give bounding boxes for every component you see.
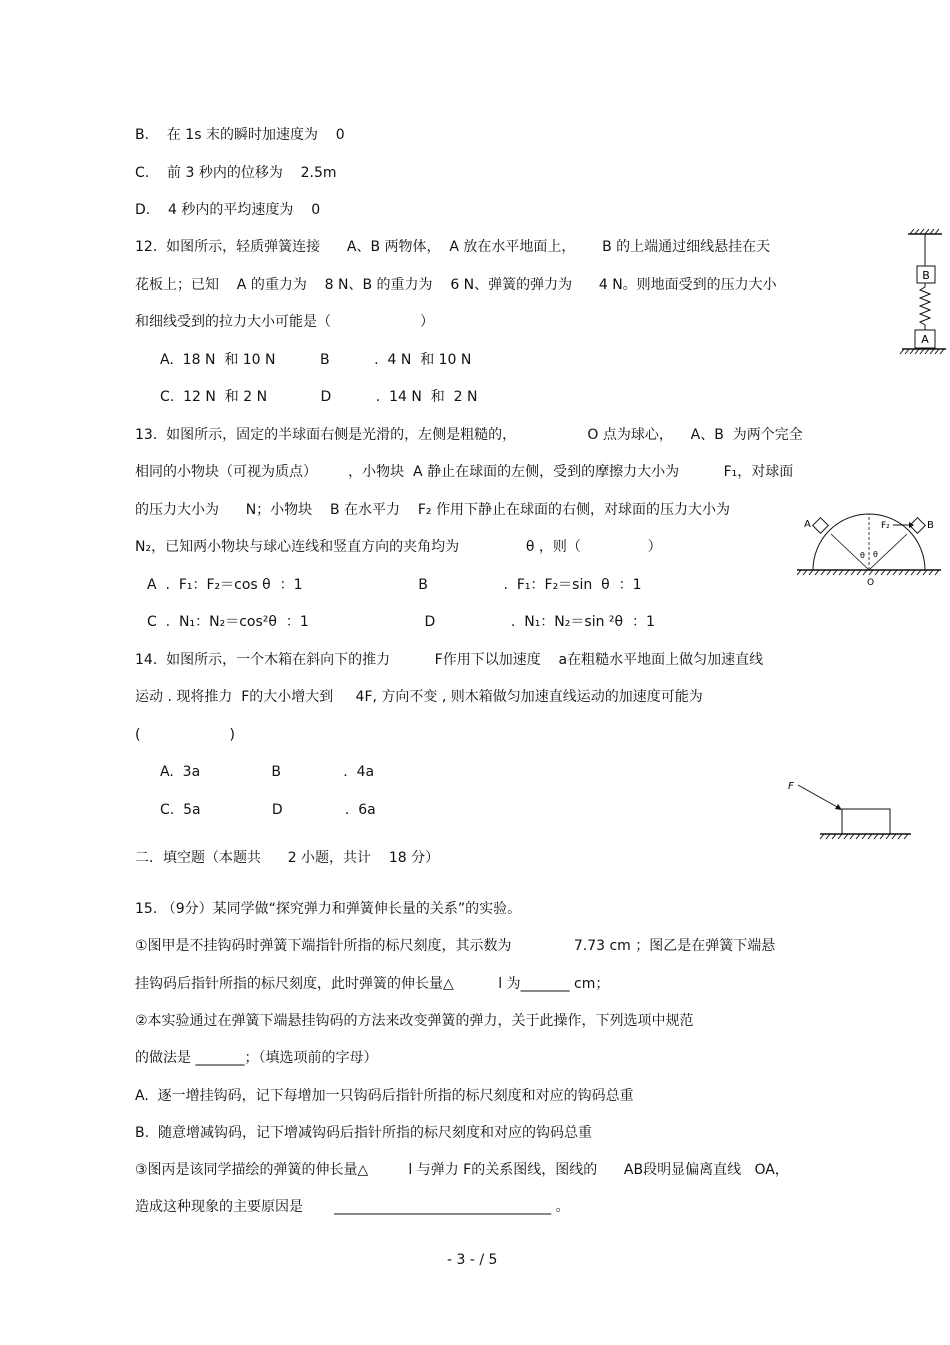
q14-line-3: ( ) <box>135 727 235 743</box>
q14-line-1: 14. 如图所示，一个木箱在斜向下的推力 F作用下以加速度 a在粗糙水平地面上做匀加速直线 <box>135 652 764 668</box>
q12-spring-figure <box>898 228 948 358</box>
page-number: - 3 - / 5 <box>447 1252 498 1268</box>
q15-line-5: 的做法是 _______；（填选项前的字母） <box>135 1050 378 1066</box>
q11-option-b: B. 在 1s 末的瞬时加速度为 0 <box>135 127 345 143</box>
q14-option-cd: C. 5a D . 6a <box>160 802 376 818</box>
center-o-label: O <box>867 578 875 588</box>
q15-line-4: ②本实验通过在弹簧下端悬挂钩码的方法来改变弹簧的弹力，关于此操作，下列选项中规范 <box>135 1013 694 1029</box>
q15-line-1: 15. （9分）某同学做“探究弹力和弹簧伸长量的关系”的实验。 <box>135 901 522 917</box>
q13-line-3: 的压力大小为 N；小物块 B 在水平力 F₂ 作用下静止在球面的右侧，对球面的压力大小为 <box>135 502 730 518</box>
force-f2-label: F₂ <box>881 521 890 531</box>
q12-line-1: 12. 如图所示，轻质弹簧连接 A、B 两物体， A 放在水平地面上， B 的上端通过细线悬挂在天 <box>135 239 771 255</box>
q15-line-2: ①图甲是不挂钩码时弹簧下端指针所指的标尺刻度，其示数为 7.73 cm ；图乙是在弹簧下端悬 <box>135 938 776 954</box>
q12-line-3: 和细线受到的拉力大小可能是（ ） <box>135 314 435 330</box>
section-2-heading: 二．填空题（本题共 2 小题，共计 18 分） <box>135 850 440 866</box>
object-a-label: A <box>804 519 811 530</box>
angle-left-label: θ <box>860 551 865 560</box>
q14-line-2: 运动 . 现将推力 F的大小增大到 4F, 方向不变 , 则木箱做匀加速直线运动的加速度可能为 <box>135 689 703 705</box>
q11-option-c: C. 前 3 秒内的位移为 2.5m <box>135 165 337 181</box>
q11-option-d: D. 4 秒内的平均速度为 0 <box>135 202 321 218</box>
q13-option-ab: A . F₁：F₂＝cos θ ：1 B . F₁：F₂＝sin θ ：1 <box>147 577 642 593</box>
q14-option-ab: A. 3a B . 4a <box>160 764 375 780</box>
q15-line-7: 造成这种现象的主要原因是 _______________________________ 。 <box>135 1199 570 1215</box>
q15-line-3: 挂钩码后指针所指的标尺刻度，此时弹簧的伸长量△ l 为_______ cm； <box>135 976 610 992</box>
q13-line-1: 13. 如图所示，固定的半球面右侧是光滑的，左侧是粗糙的， O 点为球心， A、B 为两个完全 <box>135 427 803 443</box>
q13-line-4: N₂，已知两小物块与球心连线和竖直方向的夹角均为 θ ，则（ ） <box>135 539 662 555</box>
q13-option-cd: C . N₁：N₂＝cos²θ ：1 D . N₁：N₂＝sin ²θ ：1 <box>147 614 655 630</box>
q15-option-a: A. 逐一增挂钩码，记下每增加一只钩码后指针所指的标尺刻度和对应的钩码总重 <box>135 1088 634 1104</box>
object-b-label: B <box>927 520 934 531</box>
q12-option-ab: A. 18 N 和 10 N B . 4 N 和 10 N <box>160 352 472 368</box>
q15-line-6: ③图丙是该同学描绘的弹簧的伸长量△ l 与弹力 F的关系图线，图线的 AB段明显偏离直线 OA， <box>135 1162 789 1178</box>
q14-box-figure <box>785 775 915 845</box>
q13-line-2: 相同的小物块（可视为质点） ，小物块 A 静止在球面的左侧，受到的摩擦力大小为 F₁，对球面 <box>135 464 794 480</box>
q15-option-b: B. 随意增减钩码，记下增减钩码后指针所指的标尺刻度和对应的钩码总重 <box>135 1125 592 1141</box>
angle-right-label: θ <box>873 550 878 559</box>
q12-line-2: 花板上；已知 A 的重力为 8 N、B 的重力为 6 N、弹簧的弹力为 4 N。则地面受到的压力大小 <box>135 277 777 293</box>
block-a-label: A <box>921 333 929 346</box>
q12-option-cd: C. 12 N 和 2 N D . 14 N 和 2 N <box>160 389 478 405</box>
q13-hemisphere-figure <box>795 500 945 590</box>
block-b-label: B <box>922 269 930 282</box>
force-f-label: F <box>788 781 794 792</box>
